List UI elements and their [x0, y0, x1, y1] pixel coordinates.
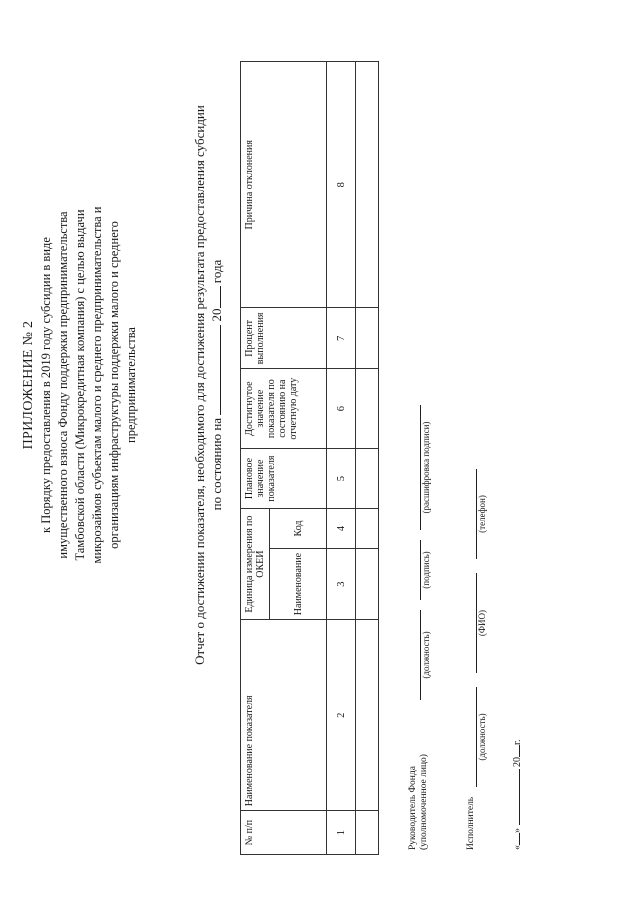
appendix-line: имущественного взноса Фонду поддержки предпринимательства [56, 211, 70, 559]
report-date-prefix: по состоянию на [209, 417, 224, 511]
column-number: 3 [327, 548, 356, 619]
signature-line [410, 405, 421, 530]
header-unit: Единица измерения по ОКЕИ [241, 509, 270, 620]
caption-position: (должность) [421, 631, 431, 679]
signature-line [466, 687, 477, 787]
date-day-blank [510, 833, 520, 845]
header-num: № п/п [241, 811, 327, 855]
column-number: 4 [327, 509, 356, 549]
appendix-title: ПРИЛОЖЕНИЕ № 2 [21, 320, 36, 450]
empty-cell [356, 449, 379, 509]
column-number: 7 [327, 308, 356, 369]
empty-cell [356, 509, 379, 549]
head-label-line2: (уполномоченное лицо) [419, 754, 429, 850]
column-number: 6 [327, 369, 356, 449]
report-title-line: Отчет о достижении показателя, необходимого для достижения результата предоставления субсидии [192, 105, 207, 665]
signature-line [466, 573, 477, 673]
appendix-line: организациям инфраструктуры поддержки малого и среднего [107, 221, 121, 549]
empty-cell [356, 811, 379, 855]
table-column-numbers-row [327, 62, 356, 855]
signature-line [410, 540, 421, 600]
executor-label: Исполнитель [466, 796, 476, 850]
header-plan: Плановое значение показателя [241, 449, 327, 509]
head-position-field [410, 610, 432, 700]
column-number: 2 [327, 620, 356, 811]
table-row [356, 62, 379, 855]
appendix-line: Тамбовской области (Микрокредитная компания) с целью выдачи [73, 209, 87, 561]
date-close-quote: » [512, 828, 523, 833]
report-date-line [208, 25, 225, 745]
empty-cell [356, 548, 379, 619]
date-open-quote: « [512, 845, 523, 850]
appendix-line: к Порядку предоставления в 2019 году субсидии в виде [39, 237, 53, 533]
report-table [240, 61, 379, 855]
appendix-line: предпринимательства [124, 327, 138, 443]
executor-position-field [466, 687, 488, 787]
header-percent: Процент выполнения [241, 308, 327, 369]
header-reason: Причина отклонения [241, 62, 327, 308]
caption-name: (ФИО) [477, 609, 487, 637]
date-year-suffix: г. [512, 739, 523, 745]
date-month-blank [510, 770, 520, 826]
header-unit-name: Наименование [270, 548, 327, 619]
signature-line [466, 469, 477, 559]
signature-line [410, 610, 421, 700]
head-decoding-field [410, 405, 432, 530]
report-date-year: 20 [209, 308, 224, 322]
caption-signature: (подпись) [421, 551, 431, 589]
empty-cell [356, 308, 379, 369]
appendix-line: микрозаймов субъектам малого и среднего предпринимательства и [90, 206, 104, 564]
report-date-suffix: года [209, 259, 224, 284]
caption-decoding: (расшифровка подписи) [421, 421, 431, 514]
empty-cell [356, 369, 379, 449]
date-year-prefix: 20 [512, 757, 523, 767]
appendix-header [20, 35, 140, 735]
caption-phone: (телефон) [477, 495, 487, 533]
header-name: Наименование показателя [241, 620, 327, 811]
column-number: 5 [327, 449, 356, 509]
empty-cell [356, 620, 379, 811]
report-date-blank [208, 325, 221, 415]
table-header-row [241, 62, 270, 855]
caption-position: (должность) [477, 713, 487, 761]
empty-cell [356, 62, 379, 308]
date-line [510, 610, 523, 850]
report-year-blank [208, 286, 221, 308]
head-label-line1: Руководитель Фонда [408, 766, 418, 850]
head-signature-label [408, 710, 430, 850]
header-actual: Достигнутое значение показателя по состоянию на отчетную дату [241, 369, 327, 449]
head-signature-field [410, 540, 432, 600]
date-year-blank [510, 745, 520, 757]
column-number: 1 [327, 811, 356, 855]
column-number: 8 [327, 62, 356, 308]
header-unit-code: Код [270, 509, 327, 549]
executor-phone-field [466, 469, 488, 559]
executor-name-field [466, 573, 488, 673]
report-title [192, 25, 225, 745]
